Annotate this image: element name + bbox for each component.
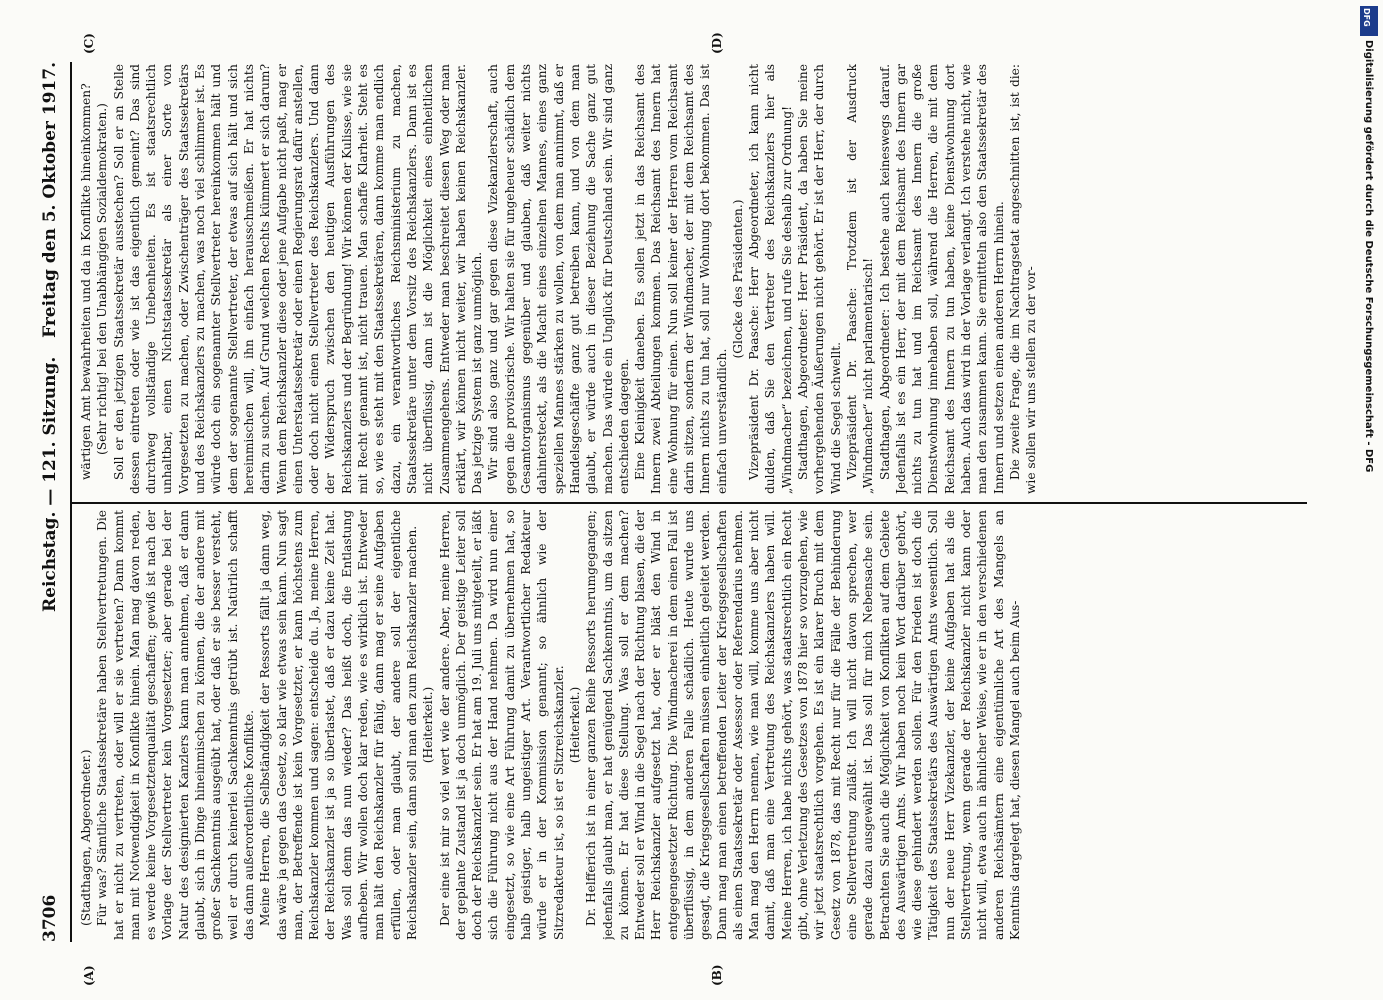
paragraph: Meine Herren, die Selbständigkeit der Ressorts fällt ja dann weg, das wäre ja gegen das Gesetz, so klar wie etwas sein kann. Nun sagt man, der Betreffende ist kein Vorgesetzter, er kann höchstens zum Reichskanzler kommen und sagen: entscheide du. Ja, meine Herren, der Reichskanzler ist ja so überlastet, daß er dazu keine Zeit hat. Was soll denn das nun wieder? Das heißt doch, die Entlastung aufheben. Wir wollen doch klar reden, wie es wirklich ist. Entweder man hält den Reichskanzler für fähig, dann mag er seine Aufgaben erfüllen, oder man glaubt, der andere soll der eigentliche Reichskanzler sein, dann soll man den zum Reichskanzler machen. [258,510,419,940]
paragraph: (Stadthagen, Abgeordneter.) [79,749,93,926]
paragraph: Wir sind also ganz und gar gegen diese Vizekanzlerschaft, auch gegen die provisorische. Wir halten sie für ungeheuer schädlich dem Gesamtorganismus gegenüber und glauben, daß weiter nichts dahintersteckt, als die Macht eines einzelnen Mannes, eines ganz speziellen Mannes stärken zu wollen, von dem man annimmt, daß er Handelsgeschäfte ganz gut betreiben kann, und von dem man glaubt, er würde auch in dieser Beziehung die Sache ganz gut machen. Das würde ein Unglück für Deutschland sein. Wir sind ganz entschieden dagegen. [486,64,631,494]
paragraph: Stadthagen, Abgeordneter: Herr Präsident, da haben Sie meine vorhergehenden Äußerungen nicht gehört. Er ist der Herr, der durch Wind die Segel schwellt. [796,64,843,494]
paragraph: Vizepräsident Dr. Paasche: Herr Abgeordneter, ich kann nicht dulden, daß Sie den Vertreter des Reichskanzlers hier als „Windmacher“ bezeichnen, und rufe Sie deshalb zur Ordnung! [747,64,794,494]
margin-marker-a: (A) [82,965,96,986]
interjection: (Heiterkeit.) [421,686,436,764]
interjection: (Glocke des Präsidenten.) [730,199,745,359]
paragraph: wärtigen Amt bewahrheiten und da in Konflikte hineinkommen? [79,83,93,480]
paragraph: Dr. Helfferich ist in einer ganzen Reihe Ressorts herumgegangen; jedenfalls glaubt man, er hat genügend Sachkenntnis, um da sitzen zu können. Er hat diese Stellung. Was soll er dem machen? Entweder soll er Wind in die Segel nach der Richtung blasen, die der Herr Reichskanzler aufgesetzt hat, oder er bläst den Wind in entgegengesetzter Richtung. Die Windmacherei in dem einen Fall ist überflüssig, in dem anderen Falle schädlich. Heute wurde uns gesagt, die Kriegsgesellschaften müssen einheitlich geleitet werden. Dann mag man einen betreffenden Leiter der Kriegsgesellschaften als einen Staatssekretär oder Assessor oder Referendarius nehmen. Man mag den Herrn nennen, wie man will, komme uns aber nicht damit, daß man eine Vertretung des Reichskanzlers haben will. Meine Herren, ich habe nichts gehört, was staatsrechtlich ein Recht gibt, ohne Verletzung des Gesetzes von 1878 hier so vorzugehen, wie wir jetzt staatsrechtlich vorgehen. Es ist ein klarer Bruch mit dem Gesetz von 1878, das mit Recht nur für die Fälle der Behinderung eine Stellvertretung zuläßt. Ich will nicht davon sprechen, wer gerade dazu ausgewählt ist. Das soll für mich Nebensache sein. Betrachten Sie auch die Möglichkeit von Konflikten auf dem Gebiete des Auswärtigen Amts. Wir haben noch kein Wort darüber gehört, wie diese gehindert werden sollen. Für den Frieden ist doch die Tätigkeit des Staatssekretärs des Auswärtigen Amts wesentlich. Soll nun der neue Herr Vizekanzler, der keine Aufgaben hat als die Stellvertretung, wenn gerade der Reichskanzler nicht kann oder nicht will, etwa auch in ähnlicher Weise, wie er in den verschiedenen anderen Reichsämtern eine eigentümliche Art des Mangels an Kenntnis dargelegt hat, diesen Mangel auch beim Aus- [584,510,1022,940]
paragraph: Die zweite Frage, die im Nachtragsetat angeschnitten ist, ist die: wie sollen wir uns stellen zu der vor- [1007,64,1039,494]
margin-marker-d: (D) [710,32,724,54]
session-date: Freitag den 5. Oktober 1917. [40,62,60,338]
paragraph: Für was? Sämtliche Staatssekretäre haben Stellvertretungen. Die hat er nicht zu vertreten, oder will er sie vertreten? Dann kommt man mit Notwendigkeit in Konflikte hinein. Man mag davon reden, es werde keine Vorgesetztenqualität geschaffen; gewiß ist nach der Vorlage der Stellvertreter kein Vorgesetzter; aber gerade bei der Natur des designierten Kanzlers kann man annehmen, daß er dann glaubt, sich in Dinge hineinmischen zu können, die der andere mit großer Sachkenntnis ausgeübt hat, oder daß er sie besser versteht, weil er durch keinerlei Sachkenntnis getrübt ist. Natürlich schafft das dann außerordentliche Konflikte. [95,510,256,940]
left-text-column [78,510,1303,940]
page-number: 3706 [40,894,60,942]
dfg-logo: DFG [1360,6,1378,36]
interjection: (Heiterkeit.) [567,686,582,764]
paragraph: Stadthagen, Abgeordneter: Ich bestehe auch keineswegs darauf. Jedenfalls ist es ein Herr, der mit dem Reichsamt des Innern gar nichts zu tun hat und im Reichsamt des Innern die große Dienstwohnung innehaben soll, während die Herren, die mit dem Reichsamt des Innern zu tun haben, keine Dienstwohnung dort haben. Auch das wird in der Vorlage verlangt. Ich verstehe nicht, wie man den zusammen kann. Sie ermittteln also den Staatssekretär des Innern und setzen einen anderen Herrn hinein. [877,64,1006,494]
column-divider [72,502,1307,504]
page-header [40,62,70,942]
credit-text: Digitalisierung gefördert durch die Deutsche Forschungsgemeinschaft - DFG [1363,40,1374,473]
right-text-column [78,64,1303,494]
paragraph: Der eine ist mir so viel wert wie der andere. Aber, meine Herren, der geplante Zustand ist ja doch unmöglich. Der geistige Leiter soll doch der Reichskanzler sein. Er hat am 19. Juli uns mitgeteilt, er läßt sich die Führung nicht aus der Hand nehmen. Da wird nun einer eingesetzt, so wie eine Art Führung damit zu übernehmen hat, so halb geistiger, halb ungeistiger Art. Verantwortlicher Redakteur würde er in der Kommission genannt; so ähnlich wie der Sitzredakteur ist, so ist er Sitzreichskanzler. [437,510,566,940]
session-title: Reichstag. — 121. Sitzung. [40,356,60,612]
margin-marker-c: (C) [82,33,96,54]
paragraph: Vizepräsident Dr. Paasche: Trotzdem ist der Ausdruck „Windmacher“ nicht parlamentarisch! [844,64,876,494]
paragraph: Eine Kleinigkeit daneben. Es sollen jetzt in das Reichsamt des Innern zwei Abteilungen kommen. Das Reichsamt des Innern hat eine Wohnung für einen. Nun soll keiner der Herren vom Reichsamt darin sitzen, sondern der Windmacher, der mit dem Reichsamt des Innern nichts zu tun hat, soll nur Wohnung dort bekommen. Das ist einfach unverständlich. [633,64,729,494]
paragraph: Soll er den jetzigen Staatssekretär ausstechen? Soll er an Stelle dessen eintreten oder wie ist das eigentlich gemeint? Das sind durchweg vollständige Unebenheiten. Es ist staatsrechtlich unhaltbar, einen Nichtstaatssekretär als einer Sorte von Vorgesetzten zu machen, oder Zwischenträger des Staatssekretärs und des Reichskanzlers zu machen, was noch viel schlimmer ist. Es würde doch ein sogenannter Stellvertreter hereinkommen hält und dem der sogenannte Stellvertreter, der etwas auf sich hält und sich hereinmischen will, ihn einfach herausschmeißen. Er hat nichts darin zu suchen. Auf Grund welchen Rechts kümmert er sich darum? Wenn dem Reichskanzler diese oder jene Aufgabe nicht paßt, mag er einen Unterstaatssekretär oder einen Regierungsrat dafür anstellen, oder doch nicht einen Stellvertreter des Reichskanzlers. Und dann der Widerspruch zwischen den heutigen Ausführungen des Reichskanzlers und der Begründung! Wir können der Kulisse, wie sie mit Recht genannt ist, nicht trauen. Man schaffe Klarheit. Steht es so, wie es steht mit den Staatssekretären, dann komme man endlich dazu, ein verantwortliches Reichsministerium zu machen, Staatssekretäre unter dem Vorsitz des Reichskanzlers. Dann ist es nicht überflüssig, dann ist die Möglichkeit eines einheitlichen Zusammengehens. Entweder man beschreitet diesen Weg oder man erklärt, wir können nicht weiter, wir haben keinen Reichskanzler. Das jetzige System ist ganz unmöglich. [111,64,485,494]
interjection: (Sehr richtig! bei den Unabhängigen Sozialdemokraten.) [95,103,110,455]
margin-marker-b: (B) [710,964,724,986]
digitization-credit [1352,40,1382,960]
rotated-page-content [0,30,1340,990]
